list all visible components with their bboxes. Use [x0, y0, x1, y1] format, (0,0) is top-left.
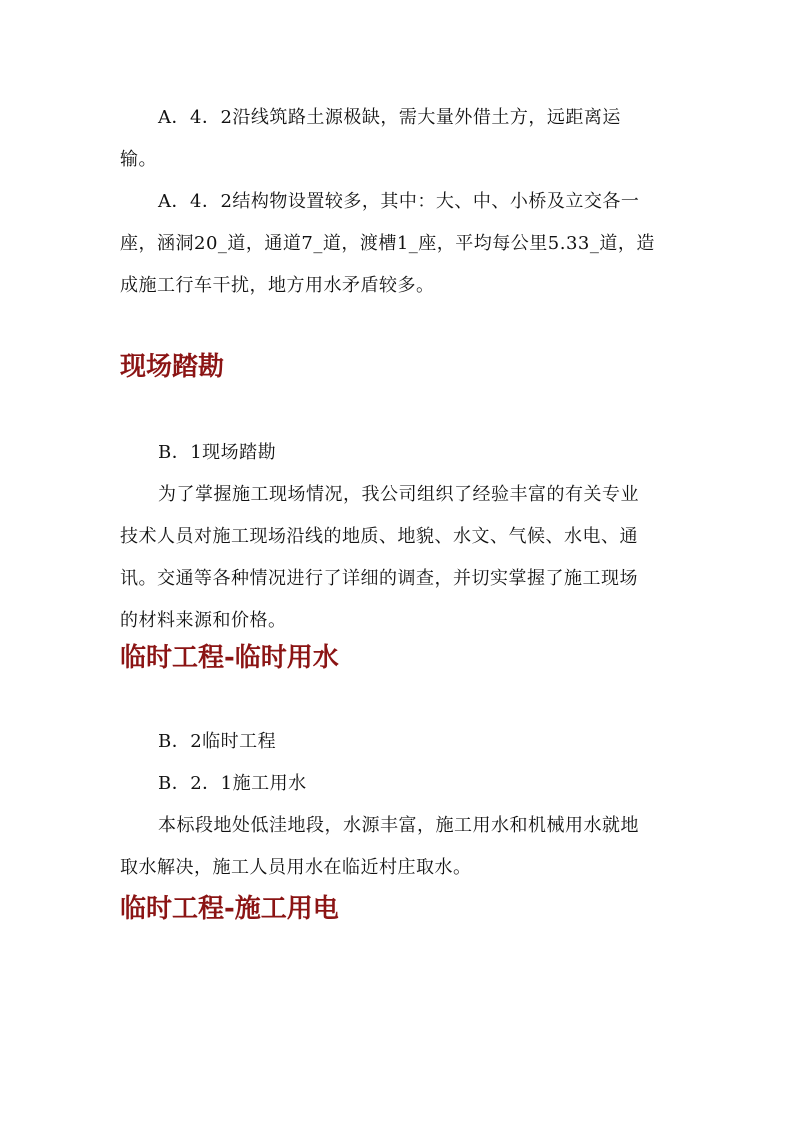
- section-heading: 现场踏勘: [120, 352, 225, 382]
- paragraph-line: 座，涵洞20_道，通道7_道，渡槽1_座，平均每公里5.33_道，造: [120, 233, 655, 254]
- paragraph-line: 的材料来源和价格。: [120, 610, 287, 631]
- paragraph-line: 输。: [120, 149, 157, 170]
- paragraph-line: 本标段地处低洼地段，水源丰富，施工用水和机械用水就地: [158, 815, 639, 836]
- paragraph-line: 取水解决，施工人员用水在临近村庄取水。: [120, 857, 472, 878]
- subsection-title: B．2临时工程: [158, 731, 277, 752]
- paragraph-line: 技术人员对施工现场沿线的地质、地貌、水文、气候、水电、通: [120, 526, 638, 547]
- paragraph-line: A．4．2结构物设置较多，其中：大、中、小桥及立交各一: [158, 191, 640, 212]
- subsection-title: B．2．1施工用水: [158, 773, 307, 794]
- paragraph-line: 讯。交通等各种情况进行了详细的调查，并切实掌握了施工现场: [120, 568, 638, 589]
- paragraph-line: 为了掌握施工现场情况，我公司组织了经验丰富的有关专业: [158, 484, 639, 505]
- section-heading: 临时工程-施工用电: [120, 894, 339, 924]
- paragraph-line: A．4．2沿线筑路土源极缺，需大量外借土方，远距离运: [158, 107, 621, 128]
- subsection-title: B．1现场踏勘: [158, 442, 277, 463]
- paragraph-line: 成施工行车干扰，地方用水矛盾较多。: [120, 275, 435, 296]
- section-heading: 临时工程-临时用水: [120, 643, 339, 673]
